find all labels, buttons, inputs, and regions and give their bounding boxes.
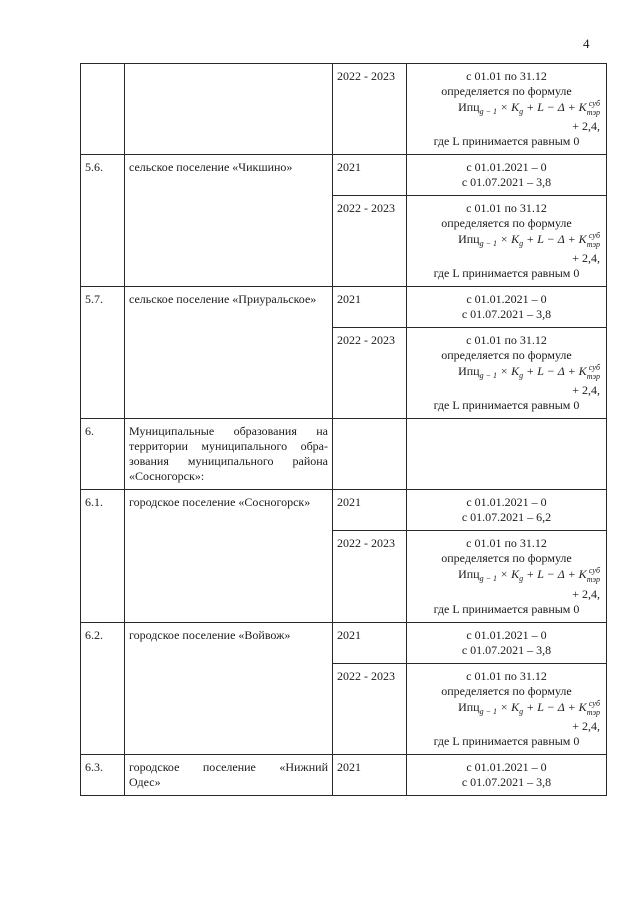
tariff-table bbox=[80, 63, 607, 796]
formula-sup-sub: суб bbox=[588, 363, 600, 373]
value-note: где L принимается равным 0 bbox=[433, 398, 580, 413]
row-year bbox=[333, 419, 407, 490]
row-value bbox=[407, 663, 607, 754]
row-year: 2022 - 2023 bbox=[333, 196, 407, 287]
table-row bbox=[81, 622, 607, 663]
name-line: «Сосногорск»: bbox=[129, 469, 205, 484]
value-line: с 01.07.2021 – 3,8 bbox=[461, 642, 552, 657]
formula-sup-sub: суб bbox=[588, 698, 600, 708]
formula bbox=[411, 566, 602, 586]
value-formula-caption: определяется по формуле bbox=[441, 84, 572, 98]
formula-sub-g: g bbox=[519, 371, 524, 381]
row-value bbox=[407, 531, 607, 622]
formula-sub-g1: g − 1 bbox=[479, 574, 497, 584]
row-value bbox=[407, 622, 607, 663]
formula-block bbox=[411, 566, 602, 601]
page-number: 4 bbox=[583, 36, 590, 51]
row-number bbox=[81, 64, 125, 155]
formula bbox=[411, 363, 602, 383]
row-value bbox=[407, 490, 607, 531]
table-row bbox=[81, 419, 607, 490]
value-period: с 01.01 по 31.12 bbox=[466, 201, 547, 216]
formula-sub-g: g bbox=[519, 239, 524, 249]
formula-tail: + 2,4, bbox=[572, 251, 600, 266]
formula-tail: + 2,4, bbox=[572, 383, 600, 398]
formula-middle: + L − Δ + K bbox=[523, 364, 587, 379]
formula-middle: + L − Δ + K bbox=[523, 699, 587, 714]
name-line: Одес» bbox=[129, 774, 161, 789]
formula-sub-ter: тэр bbox=[586, 108, 600, 117]
formula-sup-sub: суб bbox=[588, 566, 600, 576]
value-note: где L принимается равным 0 bbox=[433, 266, 580, 281]
table-row bbox=[81, 155, 607, 196]
row-name bbox=[125, 64, 333, 155]
formula-k-indices bbox=[587, 566, 600, 584]
name-line: сельское поселение «Приуральское» bbox=[129, 292, 317, 307]
row-number: 6.1. bbox=[81, 490, 125, 622]
row-year: 2022 - 2023 bbox=[333, 531, 407, 622]
formula-prefix: Ипц bbox=[458, 231, 480, 246]
row-year: 2021 bbox=[333, 754, 407, 795]
row-number: 6.3. bbox=[81, 754, 125, 795]
row-name bbox=[125, 419, 333, 490]
row-year: 2021 bbox=[333, 490, 407, 531]
formula-sup-sub: суб bbox=[588, 231, 600, 241]
formula-sub-ter: тэр bbox=[586, 575, 600, 585]
formula-sub-g1: g − 1 bbox=[479, 371, 497, 381]
row-value bbox=[407, 155, 607, 196]
formula-block bbox=[411, 363, 602, 398]
row-name bbox=[125, 490, 333, 622]
row-year: 2021 bbox=[333, 155, 407, 196]
name-line: городское поселение «Сосногорск» bbox=[129, 495, 311, 510]
formula-middle: + L − Δ + K bbox=[523, 231, 587, 246]
row-name bbox=[125, 287, 333, 419]
value-period: с 01.01 по 31.12 bbox=[466, 69, 547, 83]
formula-times-k: × K bbox=[496, 699, 520, 714]
formula-tail: + 2,4, bbox=[572, 119, 600, 134]
name-line: Муниципальные образования на bbox=[129, 424, 328, 439]
value-line: с 01.07.2021 – 3,8 bbox=[461, 774, 552, 789]
formula-sub-g1: g − 1 bbox=[479, 107, 497, 117]
row-value bbox=[407, 419, 607, 490]
row-year: 2022 - 2023 bbox=[333, 663, 407, 754]
row-number: 5.6. bbox=[81, 155, 125, 287]
row-year: 2022 - 2023 bbox=[333, 328, 407, 419]
table-row bbox=[81, 754, 607, 795]
row-value bbox=[407, 287, 607, 328]
row-value bbox=[407, 196, 607, 287]
formula-sub-g: g bbox=[519, 706, 524, 716]
formula-sub-ter: тэр bbox=[586, 240, 600, 250]
table-body bbox=[81, 64, 607, 796]
name-line: территории муниципального обра- bbox=[129, 439, 328, 454]
value-line: с 01.01.2021 – 0 bbox=[466, 292, 547, 307]
row-number: 6.2. bbox=[81, 622, 125, 754]
row-value bbox=[407, 754, 607, 795]
formula-prefix: Ипц bbox=[458, 364, 480, 379]
formula-tail: + 2,4, bbox=[572, 586, 600, 601]
formula-k-indices bbox=[587, 231, 600, 249]
formula-sub-g1: g − 1 bbox=[479, 239, 497, 249]
name-line: городское поселение «Войвож» bbox=[129, 627, 291, 642]
row-value bbox=[407, 64, 607, 155]
formula-sub-ter: тэр bbox=[586, 707, 600, 717]
row-year: 2021 bbox=[333, 622, 407, 663]
formula-times-k: × K bbox=[496, 231, 520, 246]
value-line: с 01.01.2021 – 0 bbox=[466, 495, 547, 510]
formula-times-k: × K bbox=[496, 99, 520, 114]
row-value bbox=[407, 328, 607, 419]
formula-prefix: Ипц bbox=[458, 567, 480, 582]
value-period: с 01.01 по 31.12 bbox=[466, 333, 547, 348]
formula bbox=[411, 231, 602, 251]
row-name bbox=[125, 622, 333, 754]
formula-sub-ter: тэр bbox=[586, 372, 600, 382]
formula bbox=[411, 99, 602, 119]
row-name bbox=[125, 155, 333, 287]
row-year: 2022 - 2023 bbox=[333, 64, 407, 155]
formula-sub-g1: g − 1 bbox=[479, 706, 497, 716]
table-row bbox=[81, 490, 607, 531]
formula-times-k: × K bbox=[496, 364, 520, 379]
formula-k-indices bbox=[587, 99, 600, 117]
name-line: зования муниципального района bbox=[129, 454, 328, 469]
formula-block bbox=[411, 231, 602, 266]
row-number: 6. bbox=[81, 419, 125, 490]
formula-middle: + L − Δ + K bbox=[523, 567, 587, 582]
value-line: с 01.07.2021 – 6,2 bbox=[461, 510, 552, 525]
value-formula-caption: определяется по формуле bbox=[441, 683, 572, 698]
formula-sup-sub: суб bbox=[588, 99, 600, 108]
formula-block bbox=[411, 699, 602, 734]
row-year: 2021 bbox=[333, 287, 407, 328]
formula-sub-g: g bbox=[519, 574, 524, 584]
formula-times-k: × K bbox=[496, 567, 520, 582]
value-line: с 01.01.2021 – 0 bbox=[466, 627, 547, 642]
formula-block bbox=[411, 99, 602, 134]
value-note: где L принимается равным 0 bbox=[433, 134, 580, 149]
formula-prefix: Ипц bbox=[458, 99, 480, 114]
value-line: с 01.01.2021 – 0 bbox=[466, 759, 547, 774]
row-name bbox=[125, 754, 333, 795]
value-formula-caption: определяется по формуле bbox=[441, 216, 572, 231]
formula-tail: + 2,4, bbox=[572, 718, 600, 733]
value-note: где L принимается равным 0 bbox=[433, 733, 580, 748]
formula-prefix: Ипц bbox=[458, 699, 480, 714]
row-number: 5.7. bbox=[81, 287, 125, 419]
formula-k-indices bbox=[587, 363, 600, 381]
value-formula-caption: определяется по формуле bbox=[441, 348, 572, 363]
value-line: с 01.07.2021 – 3,8 bbox=[461, 175, 552, 190]
table-row bbox=[81, 64, 607, 155]
table-row bbox=[81, 287, 607, 328]
value-line: с 01.01.2021 – 0 bbox=[466, 160, 547, 175]
value-period: с 01.01 по 31.12 bbox=[466, 536, 547, 551]
name-line: городское поселение «Нижний bbox=[129, 759, 328, 774]
value-formula-caption: определяется по формуле bbox=[441, 551, 572, 566]
value-note: где L принимается равным 0 bbox=[433, 601, 580, 616]
formula-k-indices bbox=[587, 699, 600, 717]
name-line: сельское поселение «Чикшино» bbox=[129, 160, 293, 175]
value-period: с 01.01 по 31.12 bbox=[466, 668, 547, 683]
formula-sub-g: g bbox=[519, 107, 524, 117]
value-line: с 01.07.2021 – 3,8 bbox=[461, 307, 552, 322]
formula-middle: + L − Δ + K bbox=[523, 99, 587, 114]
formula bbox=[411, 699, 602, 719]
